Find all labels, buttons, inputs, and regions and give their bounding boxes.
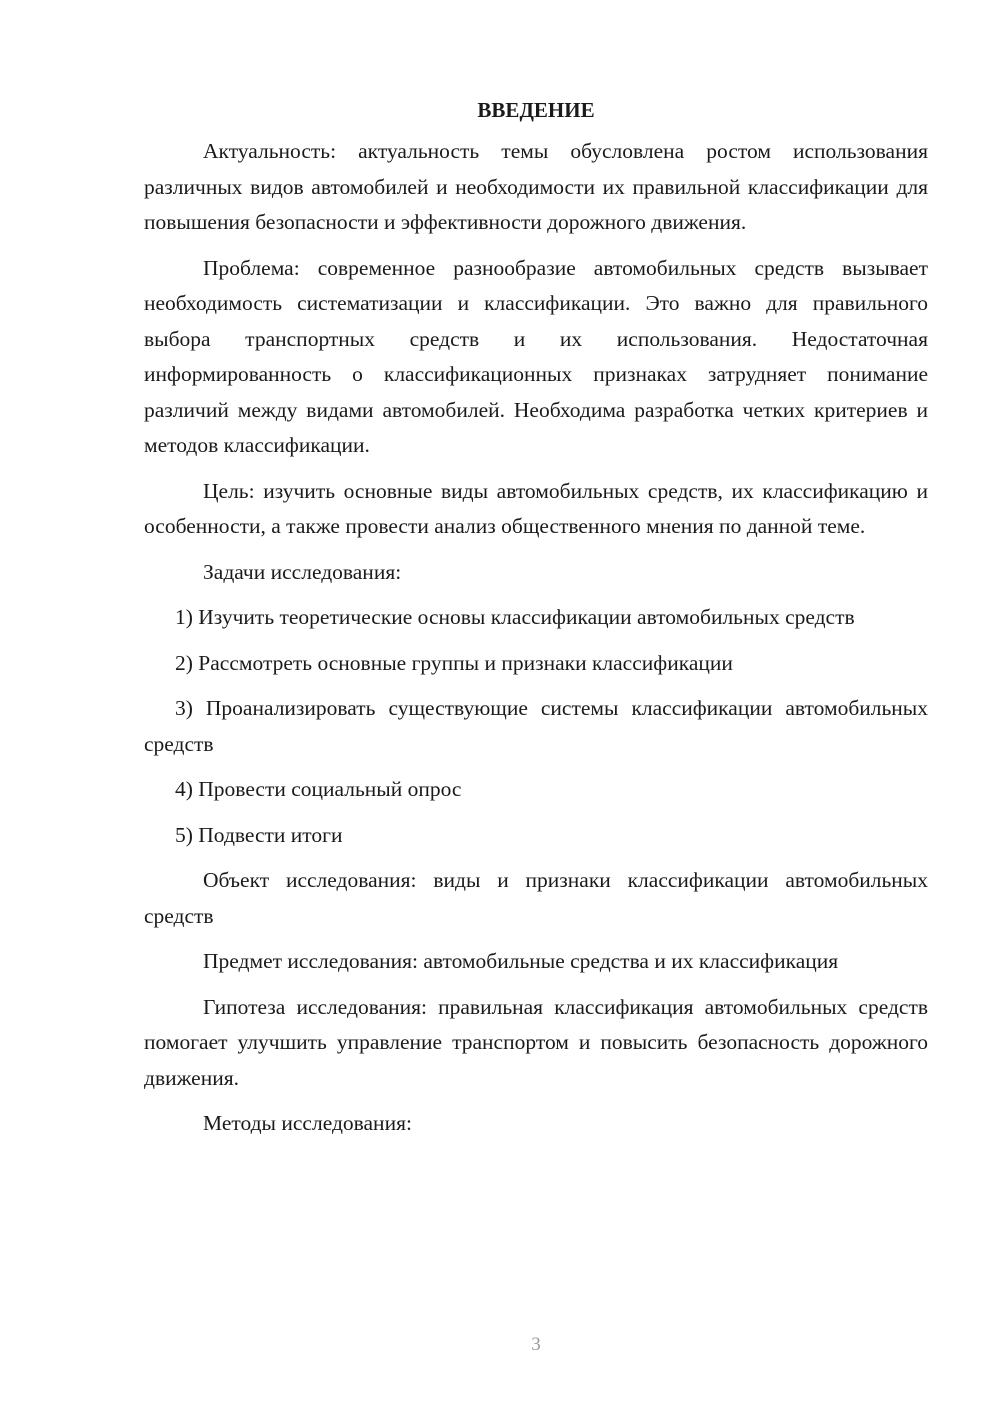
methods-heading: Методы исследования: (203, 1111, 412, 1135)
object-paragraph: Объект исследования: виды и признаки классификации автомобильных средств (144, 868, 928, 928)
relevance-paragraph: Актуальность: актуальность темы обусловлена ростом использования различных видов автомобилей и необходимости их правильной классификации для повышения безопасности и эффективности дорожного движения. (144, 139, 928, 234)
page-number: 3 (531, 1334, 541, 1355)
goal-paragraph: Цель: изучить основные виды автомобильных средств, их классификацию и особенности, а также провести анализ общественного мнения по данной теме. (144, 478, 928, 538)
page-title: ВВЕДЕНИЕ (477, 98, 595, 122)
task-item-5: 5) Подвести итоги (175, 822, 343, 847)
task-item-1: 1) Изучить теоретические основы классификации автомобильных средств (175, 605, 855, 629)
tasks-heading: Задачи исследования: (203, 559, 402, 584)
task-item-2: 2) Рассмотреть основные группы и признаки классификации (175, 650, 733, 675)
task-item-4: 4) Провести социальный опрос (175, 777, 462, 801)
page-content (144, 94, 928, 1152)
hypothesis-paragraph: Гипотеза исследования: правильная классификация автомобильных средств помогает улучшить управление транспортом и повысить безопасность дорожного движения. (144, 994, 928, 1090)
problem-paragraph: Проблема: современное разнообразие автомобильных средств вызывает необходимость систематизации и классификации. Это важно для правильного выбора транспортных средств и их использования. Недостаточная информированность о классификационных признаках затрудняет понимание различий между видами автомобилей. Необходима разработка четких критериев и методов классификации. (144, 255, 928, 457)
subject-paragraph: Предмет исследования: автомобильные средства и их классификация (203, 949, 839, 973)
task-item-3: 3) Проанализировать существующие системы классификации автомобильных средств (144, 696, 928, 756)
